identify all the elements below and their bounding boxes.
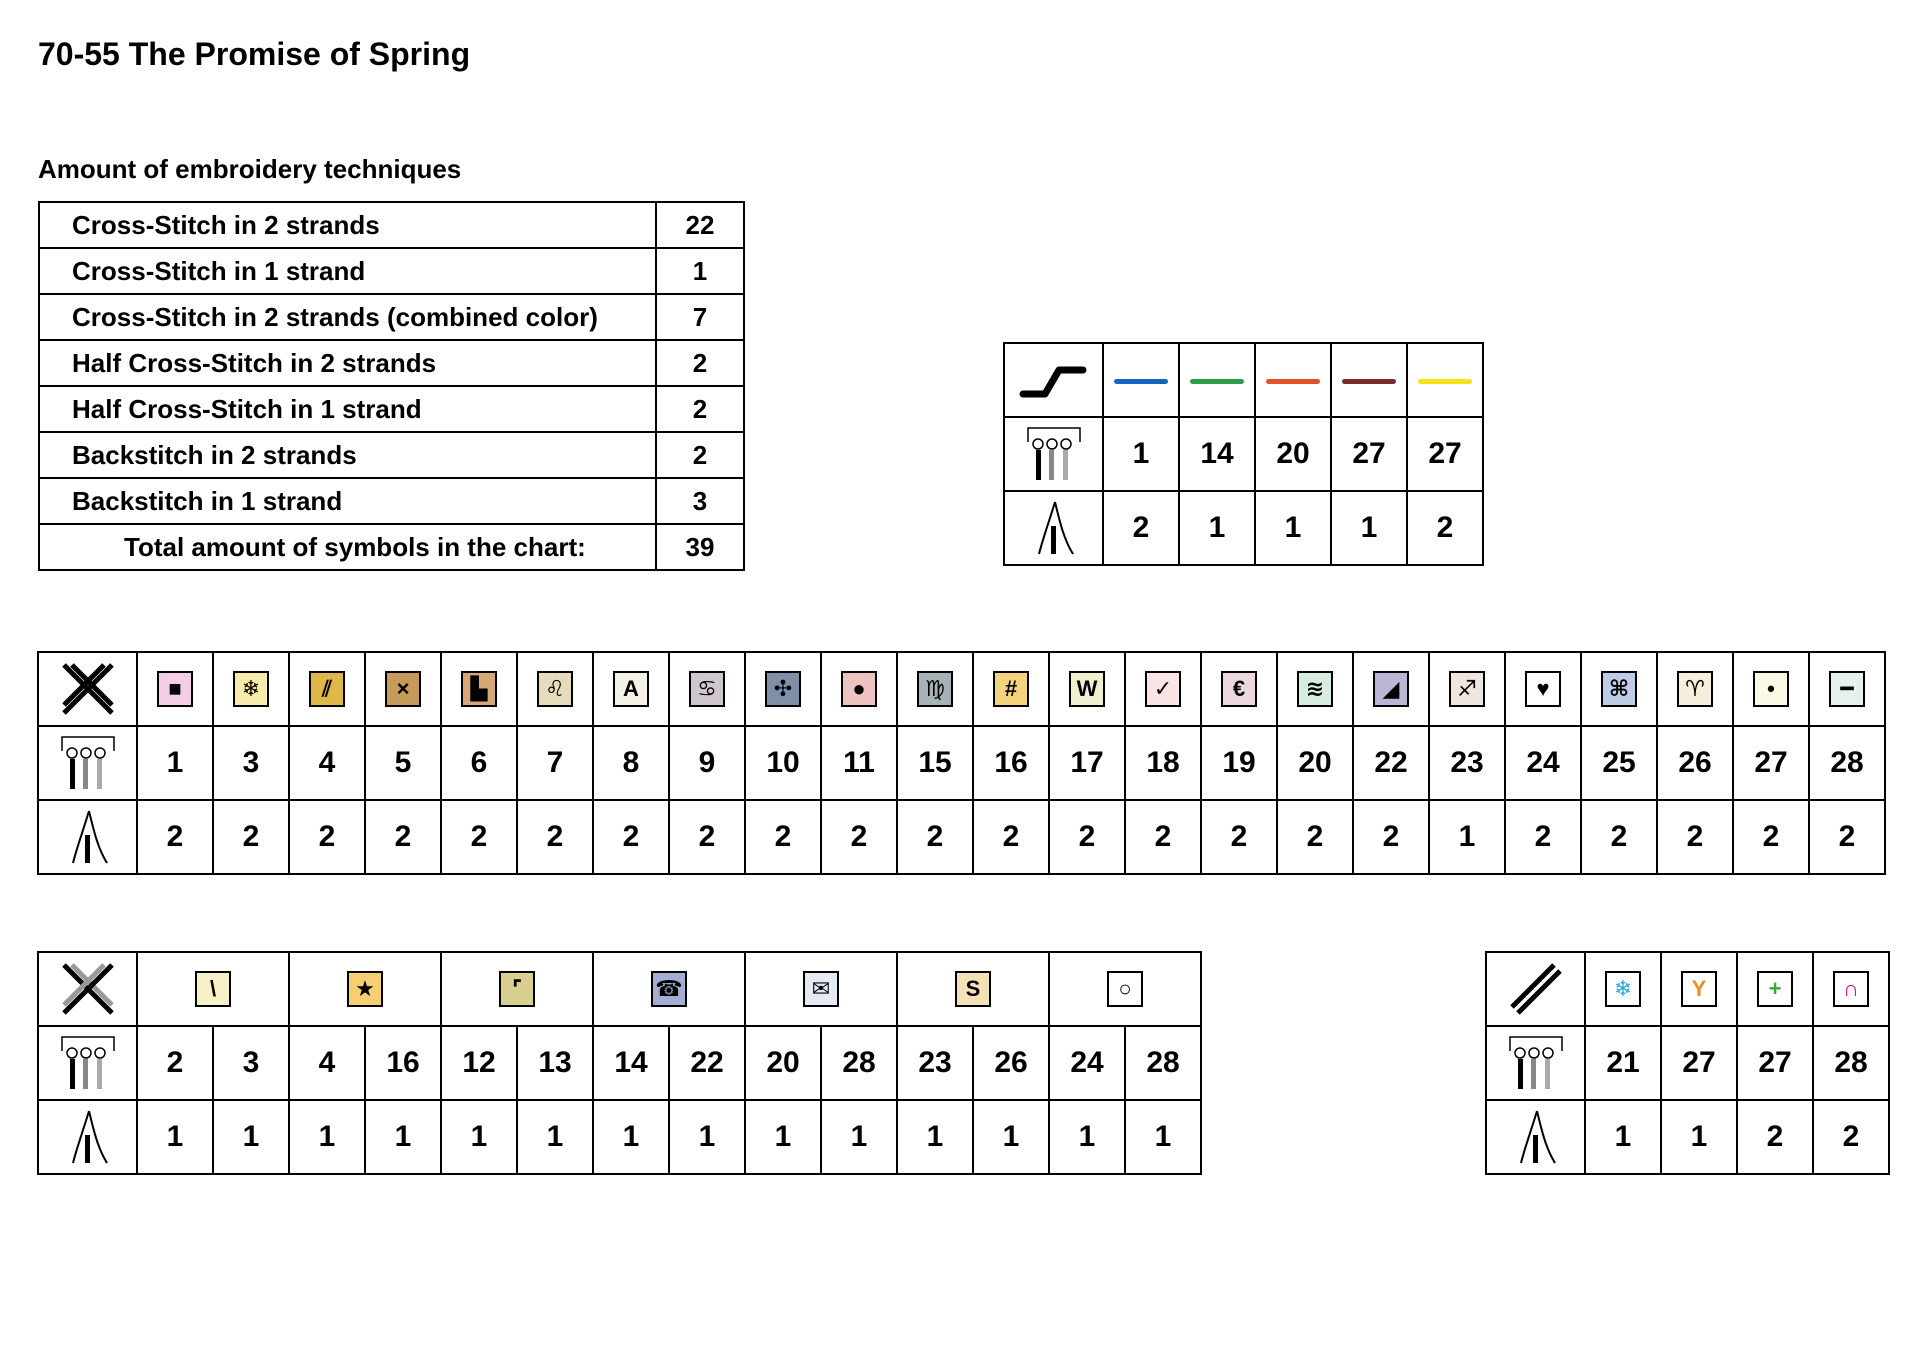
strand-count: 1 <box>669 1100 745 1174</box>
symbol-cell <box>1585 952 1661 1026</box>
symbol-cell <box>289 652 365 726</box>
symbol-cell <box>669 652 745 726</box>
strand-count: 2 <box>1813 1100 1889 1174</box>
strand-count: 2 <box>897 800 973 874</box>
backstitch-icon <box>1004 343 1103 417</box>
technique-count: 3 <box>656 478 744 524</box>
strand-row <box>1004 491 1483 565</box>
symbol-cell <box>441 652 517 726</box>
symbol-cell <box>593 652 669 726</box>
strand-count: 2 <box>1657 800 1733 874</box>
symbol-cell <box>1737 952 1813 1026</box>
symbol-swatch: × <box>385 671 421 707</box>
thread-icon <box>38 726 137 800</box>
thread-number: 23 <box>1429 726 1505 800</box>
technique-label: Backstitch in 1 strand <box>39 478 656 524</box>
thread-number: 20 <box>1277 726 1353 800</box>
thread-number: 8 <box>593 726 669 800</box>
technique-count: 2 <box>656 386 744 432</box>
strand-count: 1 <box>745 1100 821 1174</box>
symbol-cell <box>1049 952 1201 1026</box>
strand-count: 1 <box>365 1100 441 1174</box>
line-swatch <box>1418 379 1472 384</box>
thread-number: 24 <box>1505 726 1581 800</box>
thread-number: 28 <box>1809 726 1885 800</box>
symbol-cell <box>1813 952 1889 1026</box>
thread-number: 14 <box>1179 417 1255 491</box>
thread-number: 20 <box>1255 417 1331 491</box>
symbol-swatch: ● <box>841 671 877 707</box>
thread-icon <box>1004 417 1103 491</box>
symbol-cell <box>1661 952 1737 1026</box>
total-count: 39 <box>656 524 744 570</box>
strand-count: 2 <box>1125 800 1201 874</box>
symbol-cell <box>1049 652 1125 726</box>
technique-row <box>39 478 744 524</box>
thread-number: 15 <box>897 726 973 800</box>
needle-icon <box>38 1100 137 1174</box>
symbol-swatch: ⌜ <box>499 971 535 1007</box>
symbol-cell <box>1429 652 1505 726</box>
symbol-swatch: ∩ <box>1833 971 1869 1007</box>
symbol-cell <box>1581 652 1657 726</box>
strand-row <box>38 800 1885 874</box>
symbol-swatch: ✓ <box>1145 671 1181 707</box>
symbol-cell <box>517 652 593 726</box>
strand-count: 1 <box>213 1100 289 1174</box>
technique-row <box>39 386 744 432</box>
strand-count: 2 <box>1737 1100 1813 1174</box>
symbol-swatch: ■ <box>157 671 193 707</box>
line-color-cell <box>1179 343 1255 417</box>
strand-count: 1 <box>1331 491 1407 565</box>
technique-count: 7 <box>656 294 744 340</box>
strand-count: 2 <box>1733 800 1809 874</box>
symbol-swatch: ♍ <box>917 671 953 707</box>
strand-count: 1 <box>1179 491 1255 565</box>
strand-count: 2 <box>1103 491 1179 565</box>
thread-number: 7 <box>517 726 593 800</box>
strand-count: 2 <box>1581 800 1657 874</box>
techniques-heading: Amount of embroidery techniques <box>38 154 462 184</box>
line-color-cell <box>1407 343 1483 417</box>
symbol-cell <box>973 652 1049 726</box>
technique-label: Half Cross-Stitch in 1 strand <box>39 386 656 432</box>
thread-number: 4 <box>289 1026 365 1100</box>
symbol-cell <box>1125 652 1201 726</box>
thread-number: 9 <box>669 726 745 800</box>
symbol-cell <box>1353 652 1429 726</box>
thread-number: 21 <box>1585 1026 1661 1100</box>
backstitch-table <box>1003 342 1484 566</box>
thread-number: 17 <box>1049 726 1125 800</box>
technique-count: 2 <box>656 340 744 386</box>
symbol-swatch: S <box>955 971 991 1007</box>
thread-row <box>1004 417 1483 491</box>
needle-icon <box>1486 1100 1585 1174</box>
line-swatch <box>1266 379 1320 384</box>
symbol-cell <box>1201 652 1277 726</box>
thread-number: 27 <box>1331 417 1407 491</box>
symbol-swatch: ○ <box>1107 971 1143 1007</box>
strand-count: 1 <box>1255 491 1331 565</box>
symbol-swatch: ▙ <box>461 671 497 707</box>
thread-number: 25 <box>1581 726 1657 800</box>
thread-number: 28 <box>1813 1026 1889 1100</box>
symbol-swatch: ♌ <box>537 671 573 707</box>
strand-count: 2 <box>441 800 517 874</box>
technique-label: Cross-Stitch in 2 strands (combined color) <box>39 294 656 340</box>
thread-number: 2 <box>137 1026 213 1100</box>
thread-number: 16 <box>973 726 1049 800</box>
line-color-cell <box>1103 343 1179 417</box>
thread-number: 19 <box>1201 726 1277 800</box>
symbol-swatch: \ <box>195 971 231 1007</box>
technique-row <box>39 432 744 478</box>
thread-number: 11 <box>821 726 897 800</box>
thread-number: 24 <box>1049 1026 1125 1100</box>
thread-number: 26 <box>973 1026 1049 1100</box>
strand-count: 1 <box>517 1100 593 1174</box>
symbol-swatch: € <box>1221 671 1257 707</box>
thread-icon <box>1486 1026 1585 1100</box>
symbol-swatch: ≋ <box>1297 671 1333 707</box>
strand-count: 2 <box>821 800 897 874</box>
strand-row <box>38 1100 1201 1174</box>
thread-number: 26 <box>1657 726 1733 800</box>
symbol-cell <box>593 952 745 1026</box>
symbol-swatch: • <box>1753 671 1789 707</box>
technique-count: 2 <box>656 432 744 478</box>
strand-count: 1 <box>137 1100 213 1174</box>
thread-number: 27 <box>1733 726 1809 800</box>
symbol-cell <box>1809 652 1885 726</box>
combined-cross-stitch-icon <box>38 952 137 1026</box>
symbol-row <box>38 952 1201 1026</box>
symbol-cell <box>1505 652 1581 726</box>
symbol-row <box>1486 952 1889 1026</box>
strand-count: 2 <box>289 800 365 874</box>
thread-number: 28 <box>821 1026 897 1100</box>
needle-icon <box>38 800 137 874</box>
symbol-swatch: ◢ <box>1373 671 1409 707</box>
thread-number: 18 <box>1125 726 1201 800</box>
half-stitch-table <box>1485 951 1890 1175</box>
technique-label: Backstitch in 2 strands <box>39 432 656 478</box>
symbol-swatch: ❄ <box>1605 971 1641 1007</box>
strand-count: 1 <box>897 1100 973 1174</box>
thread-number: 27 <box>1737 1026 1813 1100</box>
cross-stitch-table <box>37 651 1886 875</box>
symbol-swatch: # <box>993 671 1029 707</box>
thread-number: 27 <box>1407 417 1483 491</box>
techniques-table <box>38 201 745 571</box>
thread-number: 16 <box>365 1026 441 1100</box>
symbol-swatch: ❄ <box>233 671 269 707</box>
line-swatch <box>1342 379 1396 384</box>
symbol-swatch: W <box>1069 671 1105 707</box>
strand-count: 2 <box>1407 491 1483 565</box>
symbol-row <box>38 652 1885 726</box>
symbol-swatch: ♐ <box>1449 671 1485 707</box>
symbol-cell <box>365 652 441 726</box>
strand-count: 1 <box>441 1100 517 1174</box>
line-color-cell <box>1331 343 1407 417</box>
symbol-cell <box>745 652 821 726</box>
total-row <box>39 524 744 570</box>
thread-number: 10 <box>745 726 821 800</box>
cross-stitch-icon <box>38 652 137 726</box>
symbol-swatch: + <box>1757 971 1793 1007</box>
thread-number: 4 <box>289 726 365 800</box>
symbol-swatch: ☎ <box>651 971 687 1007</box>
thread-icon <box>38 1026 137 1100</box>
thread-number: 6 <box>441 726 517 800</box>
thread-row <box>1486 1026 1889 1100</box>
symbol-cell <box>897 952 1049 1026</box>
strand-count: 1 <box>1661 1100 1737 1174</box>
technique-row <box>39 248 744 294</box>
symbol-swatch: ♥ <box>1525 671 1561 707</box>
strand-row <box>1486 1100 1889 1174</box>
symbol-swatch: ✉ <box>803 971 839 1007</box>
line-swatch <box>1114 379 1168 384</box>
thread-number: 22 <box>669 1026 745 1100</box>
symbol-swatch: ⌘ <box>1601 671 1637 707</box>
strand-count: 2 <box>1505 800 1581 874</box>
symbol-cell <box>1277 652 1353 726</box>
thread-number: 1 <box>1103 417 1179 491</box>
symbol-cell <box>441 952 593 1026</box>
symbol-cell <box>1657 652 1733 726</box>
strand-count: 1 <box>1049 1100 1125 1174</box>
line-color-cell <box>1255 343 1331 417</box>
technique-row <box>39 294 744 340</box>
strand-count: 2 <box>1201 800 1277 874</box>
strand-count: 2 <box>1353 800 1429 874</box>
strand-count: 2 <box>1049 800 1125 874</box>
strand-count: 1 <box>289 1100 365 1174</box>
strand-count: 2 <box>669 800 745 874</box>
thread-number: 1 <box>137 726 213 800</box>
symbol-swatch: ✣ <box>765 671 801 707</box>
total-label: Total amount of symbols in the chart: <box>39 524 656 570</box>
symbol-cell <box>289 952 441 1026</box>
thread-number: 23 <box>897 1026 973 1100</box>
symbol-swatch: ★ <box>347 971 383 1007</box>
symbol-cell <box>897 652 973 726</box>
page-title: 70-55 The Promise of Spring <box>38 36 471 72</box>
strand-count: 2 <box>1809 800 1885 874</box>
symbol-cell <box>213 652 289 726</box>
thread-number: 20 <box>745 1026 821 1100</box>
strand-count: 1 <box>1429 800 1505 874</box>
strand-count: 1 <box>1585 1100 1661 1174</box>
line-swatch <box>1190 379 1244 384</box>
strand-count: 1 <box>593 1100 669 1174</box>
combined-color-table <box>37 951 1202 1175</box>
strand-count: 2 <box>365 800 441 874</box>
strand-count: 2 <box>745 800 821 874</box>
symbol-cell <box>821 652 897 726</box>
technique-label: Half Cross-Stitch in 2 strands <box>39 340 656 386</box>
symbol-swatch: ━ <box>1829 671 1865 707</box>
half-stitch-icon <box>1486 952 1585 1026</box>
symbol-cell <box>137 652 213 726</box>
thread-number: 3 <box>213 726 289 800</box>
symbol-swatch: ♋ <box>689 671 725 707</box>
thread-number: 12 <box>441 1026 517 1100</box>
technique-row <box>39 202 744 248</box>
symbol-swatch: ♈ <box>1677 671 1713 707</box>
technique-row <box>39 340 744 386</box>
thread-number: 5 <box>365 726 441 800</box>
strand-count: 2 <box>213 800 289 874</box>
symbol-swatch: Y <box>1681 971 1717 1007</box>
thread-number: 22 <box>1353 726 1429 800</box>
thread-number: 28 <box>1125 1026 1201 1100</box>
symbol-cell <box>745 952 897 1026</box>
thread-number: 27 <box>1661 1026 1737 1100</box>
technique-count: 22 <box>656 202 744 248</box>
technique-label: Cross-Stitch in 1 strand <box>39 248 656 294</box>
thread-number: 3 <box>213 1026 289 1100</box>
strand-count: 2 <box>593 800 669 874</box>
thread-row <box>38 1026 1201 1100</box>
technique-label: Cross-Stitch in 2 strands <box>39 202 656 248</box>
symbol-row <box>1004 343 1483 417</box>
strand-count: 1 <box>973 1100 1049 1174</box>
needle-icon <box>1004 491 1103 565</box>
strand-count: 2 <box>973 800 1049 874</box>
technique-count: 1 <box>656 248 744 294</box>
symbol-cell <box>137 952 289 1026</box>
strand-count: 2 <box>137 800 213 874</box>
thread-number: 14 <box>593 1026 669 1100</box>
strand-count: 2 <box>1277 800 1353 874</box>
strand-count: 1 <box>1125 1100 1201 1174</box>
strand-count: 2 <box>517 800 593 874</box>
strand-count: 1 <box>821 1100 897 1174</box>
thread-row <box>38 726 1885 800</box>
symbol-cell <box>1733 652 1809 726</box>
symbol-swatch: ⫽ <box>309 671 345 707</box>
symbol-swatch: A <box>613 671 649 707</box>
thread-number: 13 <box>517 1026 593 1100</box>
